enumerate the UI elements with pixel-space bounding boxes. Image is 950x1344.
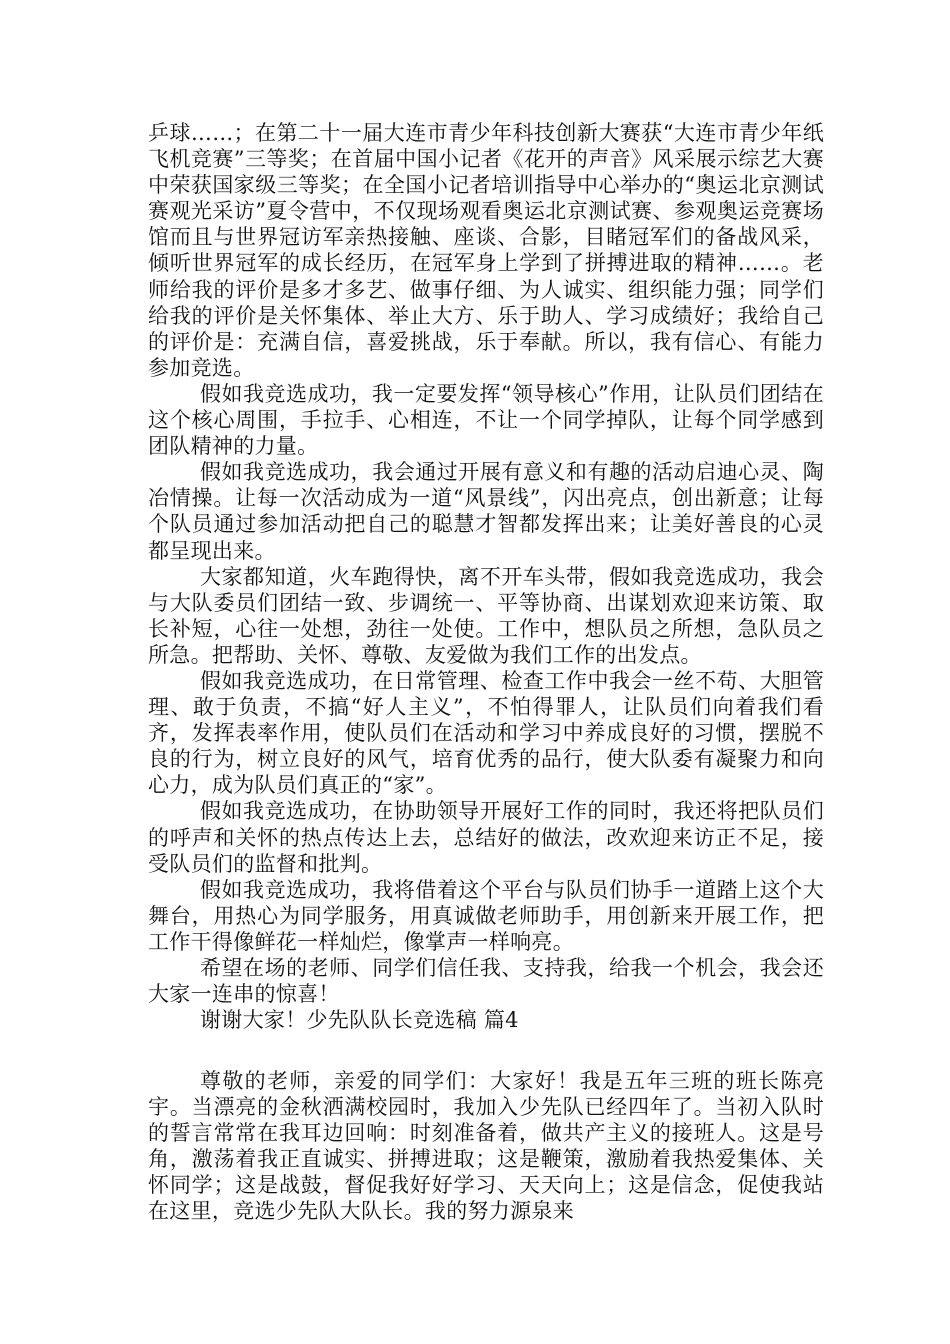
body-text-section-b — [148, 1068, 824, 1225]
paragraph-assist-leadership: 假如我竞选成功，在协助领导开展好工作的同时，我还将把队员们的呼声和关怀的热点传达上去，总结好的做法，改欢迎来访正不足，接受队员们的监督和批判。 — [148, 799, 824, 876]
paragraph-leadership-core: 假如我竞选成功，我一定要发挥“领导核心”作用，让队员们团结在这个核心周围，手拉手、心相连，不让一个同学掉队，让每个同学感到团队精神的力量。 — [148, 381, 824, 459]
paragraph-hope-and-support: 希望在场的老师、同学们信任我、支持我，给我一个机会，我会还大家一连串的惊喜！ — [148, 956, 824, 1007]
paragraph-awards-and-self-evaluation: 乒球……；在第二十一届大连市青少年科技创新大赛获“大连市青少年纸飞机竞赛”三等奖；在首届中国小记者《花开的声音》风采展示综艺大赛中荣获国家级三等奖；在全国小记者培训指导中心举办的“奥运北京测试赛观光采访”夏令营中，不仅现场观看奥运北京测试赛、参观奥运竞赛场馆而且与世界冠访军亲热接触、座谈、合影，目睹冠军们的备战风采，倾听世界冠军的成长经历，在冠军身上学到了拼搏进取的精神……。老师给我的评价是多才多艺、做事仔细、为人诚实、组织能力强；同学们给我的评价是关怀集体、举止大方、乐于助人、学习成绩好；我给自己的评价是：充满自信，喜爱挑战，乐于奉献。所以，我有信心、有能力参加竞选。 — [148, 121, 824, 380]
body-text-section-a — [148, 120, 824, 1033]
paragraph-big-stage: 假如我竞选成功，我将借着这个平台与队员们协手一道踏上这个大舞台，用热心为同学服务，用真诚做老师助手，用创新来开展工作，把工作干得像鲜花一样灿烂，像掌声一样响亮。 — [148, 877, 824, 954]
paragraph-greeting-introduction: 尊敬的老师，亲爱的同学们：大家好！我是五年三班的班长陈亮宇。当漂亮的金秋洒满校园时，我加入少先队已经四年了。当初入队时的誓言常常在我耳边回响：时刻准备着，做共产主义的接班人。这是号角，激荡着我正直诚实、拼搏进取；这是鞭策，激励着我热爱集体、关怀同学；这是战鼓，督促我好好学习、天天向上；这是信念，促使我站在这里，竞选少先队大队长。我的努力源泉来 — [148, 1069, 824, 1224]
paragraph-train-head: 大家都知道，火车跑得快，离不开车头带，假如我竞选成功，我会与大队委员们团结一致、步调统一、平等协商、出谋划欢迎来访策、取长补短，心往一处想，劲往一处使。工作中，想队员之所想，急队员之所急。把帮助、关怀、尊敬、友爱做为我们工作的出发点。 — [148, 564, 824, 667]
paragraph-daily-management: 假如我竞选成功，在日常管理、检查工作中我会一丝不苟、大胆管理、敢于负责，不搞“好人主义”，不怕得罪人，让队员们向着我们看齐，发挥表率作用，使队员们在活动和学习中养成良好的习惯，摆脱不良的行为，树立良好的风气，培育优秀的品行，使大队委有凝聚力和向心力，成为队员们真正的“家”。 — [148, 668, 824, 798]
section-heading-part-4: 谢谢大家！少先队队长竞选稿 篇4 — [200, 1008, 519, 1033]
paragraph-meaningful-activities: 假如我竞选成功，我会通过开展有意义和有趣的活动启迪心灵、陶冶情操。让每一次活动成为一道“风景线”，闪出亮点，创出新意；让每个队员通过参加活动把自己的聪慧才智都发挥出来；让美好善良的心灵都呈现出来。 — [148, 460, 824, 563]
